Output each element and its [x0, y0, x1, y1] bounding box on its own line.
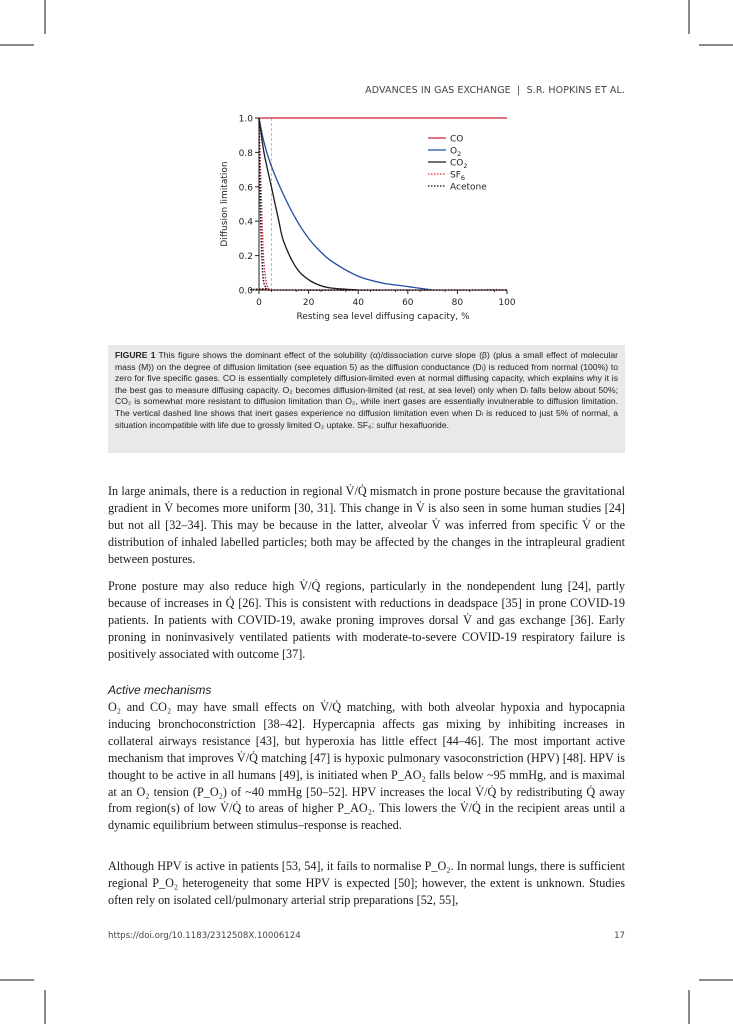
y-tick-label: 1.0 — [238, 114, 253, 125]
crop-mark-bottom-left-horizontal — [0, 979, 34, 981]
figure-label: FIGURE 1 — [115, 350, 156, 360]
crop-mark-bottom-right-vertical — [688, 990, 690, 1024]
paragraph-hpv-in-patients: Although HPV is active in patients [53, 54], it fails to normalise P_O₂. In normal lungs, there is sufficient regional P_O₂ heterogeneity that some HPV is expected [50]; however, the extent is unknown. Studies often rely on isolated cell/pulmonary arterial strip preparations [52, 55], — [108, 859, 625, 907]
y-axis-label: Diffusion limitation — [220, 161, 230, 247]
footer-doi[interactable]: https://doi.org/10.1183/2312508X.10006124 — [108, 931, 301, 941]
legend-label-co: CO — [450, 134, 464, 145]
crop-mark-top-right-horizontal — [699, 44, 733, 46]
paragraph-prone-posture-animals: In large animals, there is a reduction in regional V̇/Q̇ mismatch in prone posture because the gravitational gradient in V̇ becomes more uniform [30, 31]. This change in V̇ is also seen in some human studies [24] but not all [32–34]. This may be because in the latter, alveolar V̇ was inferred from specific V̇ or the distribution of inhaled labelled particles; both may be affected by the changes in the intrapleural gradient between postures. — [108, 484, 625, 566]
figure-caption — [108, 345, 625, 453]
x-tick-label: 0 — [256, 298, 262, 308]
x-tick-label: 80 — [451, 298, 464, 308]
series-line-o2 — [259, 118, 433, 290]
crop-mark-top-left-horizontal — [0, 44, 34, 46]
legend-label-o2: $O_2$ — [450, 146, 462, 158]
series-line-acetone — [251, 118, 507, 290]
diffusion-limitation-chart — [210, 105, 530, 330]
paragraph-prone-posture-high-vq: Prone posture may also reduce high V̇/Q̇ regions, particularly in the nondependent lung [24], partly because of increases in Q̇ [26]. This is consistent with reductions in deadspace [35] in prone COVID-19 patients. In patients with COVID-19, awake proning improves dorsal V̇ and gas exchange [36]. Early proning in noninvasively ventilated patients with moderate-to-severe COVID-19 respiratory failure is positively associated with outcome [37]. — [108, 579, 625, 661]
y-tick-label: 0.2 — [238, 252, 253, 263]
y-tick-label: 0.6 — [238, 183, 253, 194]
running-head: ADVANCES IN GAS EXCHANGE | S.R. HOPKINS ET AL. — [365, 85, 625, 96]
subheading-active-mechanisms: Active mechanisms — [108, 683, 212, 697]
x-tick-label: 20 — [302, 298, 315, 308]
legend-label-co2: $CO_2$ — [450, 158, 468, 170]
figure-1-chart — [210, 105, 530, 330]
legend-label-sf6: $SF_6$ — [450, 170, 466, 182]
x-tick-label: 40 — [352, 298, 364, 308]
series-line-sf6 — [253, 118, 507, 290]
x-axis-label: Resting sea level diffusing capacity, % — [296, 312, 470, 322]
x-tick-label: 100 — [498, 298, 516, 308]
y-tick-label: 0.0 — [238, 286, 253, 297]
legend-label-acetone: Acetone — [450, 182, 487, 193]
y-tick-label: 0.4 — [238, 217, 253, 228]
page-number: 17 — [614, 931, 625, 941]
crop-mark-bottom-left-vertical — [44, 990, 46, 1024]
x-tick-label: 60 — [402, 298, 414, 308]
y-tick-label: 0.8 — [238, 148, 253, 159]
paragraph-active-mechanisms: O₂ and CO₂ may have small effects on V̇/Q̇ matching, with both alveolar hypoxia and hypocapnia inducing bronchoconstriction [38–42]. Hypercapnia affects gas mixing by inhibiting increases in collateral airways resistance [43], but hyperoxia has little effect [44–46]. The most important active mechanism that improves V̇/Q̇ matching [47] is hypoxic pulmonary vasoconstriction (HPV) [48]. HPV is thought to be active in all humans [49], is initiated when P_AO₂ falls below ~95 mmHg, and is maximal at an O₂ tension (P_O₂) of ~40 mmHg [50–52]. HPV increases the local V̇/Q̇ by redistributing Q̇ away from region(s) of low V̇/Q̇ to areas of higher P_AO₂. This lowers the V̇/Q̇ in the recipient areas until a dynamic equilibrium between stimulus–response is reached. — [108, 700, 625, 833]
crop-mark-top-right-vertical — [688, 0, 690, 34]
figure-caption-text: This figure shows the dominant effect of the solubility (α)/dissociation curve slope (β) (plus a small effect of molecular mass (M)) on the degree of diffusion limitation (see equation 5) as the diffusion conductance (Dₗ) is reduced from normal (100%) to zero for five specific gases. CO is essentially completely diffusion-limited even at normal diffusing capacity, which explains why it is the best gas to measure diffusing capacity. O₂ becomes diffusion-limited (at rest, at sea level) only when Dₗ falls below about 50%; CO₂ is somewhat more resistant to diffusion limitation than O₂, while inert gases are essentially invulnerable to diffusion limitation. The vertical dashed line shows that inert gases experience no diffusion limitation even when Dₗ is reduced to just 5% of normal, a situation incompatible with life due to grossly limited O₂ uptake. SF₆: sulfur hexafluoride. — [115, 350, 618, 430]
crop-mark-top-left-vertical — [44, 0, 46, 34]
crop-mark-bottom-right-horizontal — [699, 979, 733, 981]
series-line-co2 — [259, 118, 358, 290]
